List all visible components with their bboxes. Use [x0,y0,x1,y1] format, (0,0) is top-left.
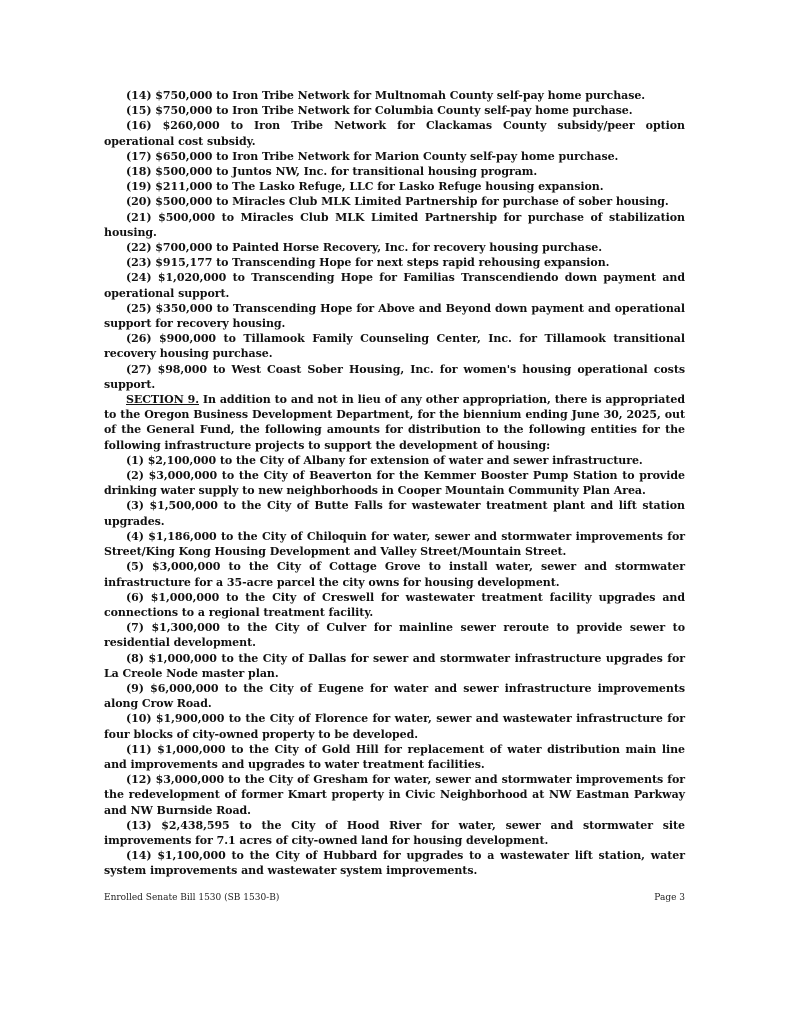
list-item: (8) $1,000,000 to the City of Dallas for sewer and stormwater infrastructure upgrades for La Creole Node master plan. [104,651,685,680]
page-footer [104,893,685,903]
list-item: (23) $915,177 to Transcending Hope for next steps rapid rehousing expansion. [126,256,610,270]
list-item: (19) $211,000 to The Lasko Refuge, LLC for Lasko Refuge housing expansion. [126,180,604,194]
section-paragraph [104,392,685,453]
list-item: (25) $350,000 to Transcending Hope for Above and Beyond down payment and operational support for recovery housing. [104,301,685,331]
document-body [104,88,685,879]
list-item: (22) $700,000 to Painted Horse Recovery, Inc. for recovery housing purchase. [126,241,602,255]
list-item: (1) $2,100,000 to the City of Albany for extension of water and sewer infrastructure. [126,453,643,467]
list-item: (9) $6,000,000 to the City of Eugene for water and sewer infrastructure improvements along Crow Road. [104,681,685,711]
list-item: (15) $750,000 to Iron Tribe Network for Columbia County self-pay home purchase. [126,104,633,118]
list-item: (4) $1,186,000 to the City of Chiloquin for water, sewer and stormwater improvements for Street/King Kong Housing Development and Valley Street/Mountain Street. [104,529,685,559]
list-item: (27) $98,000 to West Coast Sober Housing, Inc. for women's housing operational costs support. [104,362,685,391]
list-item: (24) $1,020,000 to Transcending Hope for Familias Transcendiendo down payment and operational support. [104,271,685,300]
list-item: (5) $3,000,000 to the City of Cottage Grove to install water, sewer and stormwater infrastructure for a 35-acre parcel the city owns for housing development. [104,560,685,589]
list-item: (10) $1,900,000 to the City of Florence for water, sewer and wastewater infrastructure for four blocks of city-owned property to be developed. [104,712,685,741]
list-item: (17) $650,000 to Iron Tribe Network for Marion County self-pay home purchase. [126,149,619,163]
list-item: (11) $1,000,000 to the City of Gold Hill for replacement of water distribution main line and improvements and upgrades to water treatment facilities. [104,742,685,771]
list-item: (3) $1,500,000 to the City of Butte Falls for wastewater treatment plant and lift station upgrades. [104,499,685,528]
footer-page-number: Page 3 [654,893,685,903]
list-item: (14) $1,100,000 to the City of Hubbard for upgrades to a wastewater lift station, water system improvements and wastewater system improvements. [104,849,685,878]
section-label: SECTION 9. [126,393,199,407]
list-item: (12) $3,000,000 to the City of Gresham for water, sewer and stormwater improvements for the redevelopment of former Kmart property in Civic Neighborhood at NW Eastman Parkway and NW Burnside Road. [104,773,685,817]
list-item: (16) $260,000 to Iron Tribe Network for Clackamas County subsidy/peer option operational cost subsidy. [104,119,685,148]
list-item: (2) $3,000,000 to the City of Beaverton for the Kemmer Booster Pump Station to provide drinking water supply to new neighborhoods in Cooper Mountain Community Plan Area. [104,469,685,498]
list-item: (13) $2,438,595 to the City of Hood River for water, sewer and stormwater site improvements for 7.1 acres of city-owned land for housing development. [104,818,685,847]
list-item: (7) $1,300,000 to the City of Culver for mainline sewer reroute to provide sewer to residential development. [104,621,685,650]
section-text: In addition to and not in lieu of any other appropriation, there is appropriated to the Oregon Business Development Department, for the biennium ending June 30, 2025, out of the General Fund, the following amounts for distribution to the following entities for the following infrastructure projects to support the development of housing: [104,393,685,452]
list-item: (26) $900,000 to Tillamook Family Counseling Center, Inc. for Tillamook transitional recovery housing purchase. [104,332,685,361]
footer-bill-title: Enrolled Senate Bill 1530 (SB 1530-B) [104,893,280,903]
list-item: (20) $500,000 to Miracles Club MLK Limited Partnership for purchase of sober housing. [126,195,669,209]
list-item: (14) $750,000 to Iron Tribe Network for Multnomah County self-pay home purchase. [126,89,646,102]
list-item: (21) $500,000 to Miracles Club MLK Limited Partnership for purchase of stabilization housing. [104,210,685,239]
list-item: (18) $500,000 to Juntos NW, Inc. for transitional housing program. [126,165,538,179]
list-item: (6) $1,000,000 to the City of Creswell for wastewater treatment facility upgrades and connections to a regional treatment facility. [104,590,685,619]
